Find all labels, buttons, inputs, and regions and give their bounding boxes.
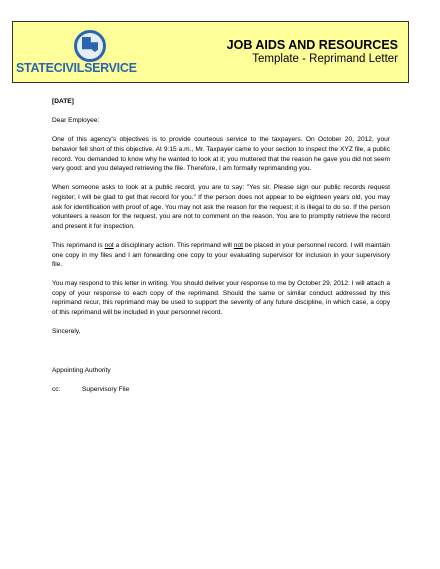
header-subtitle: Template - Reprimand Letter bbox=[252, 53, 398, 65]
letter-body bbox=[52, 97, 390, 394]
letter-date: [DATE] bbox=[52, 98, 74, 105]
cc-value: Supervisory File bbox=[82, 385, 130, 393]
paragraph-3-part-c: be placed in your personnel record. I will maintain one copy in my files and I am forwarding one copy to your evaluating supervisor for inclusion in your supervisory file. bbox=[52, 241, 390, 269]
salutation: Dear Employee: bbox=[52, 117, 100, 125]
logo-text: STATECIVILSERVICE bbox=[16, 61, 137, 75]
header-title: JOB AIDS AND RESOURCES bbox=[226, 38, 398, 52]
document-header bbox=[12, 21, 409, 83]
cc-label: cc: bbox=[52, 385, 61, 393]
state-civil-service-logo bbox=[16, 28, 156, 76]
paragraph-2: When someone asks to look at a public record, you are to say: "Yes sir. Please sign our public records request register; I will be glad to get that record for you." If the person does not appear to be eighteen years old, you may ask for identification with proof of age. You may not ask the reason for the request; it is illegal to do so. If the person volunteers a reason for the request, you are not to comment on the reason. You are to promptly retrieve the record and present it for inspection. bbox=[52, 184, 390, 230]
cc-row bbox=[52, 385, 390, 395]
closing: Sincerely, bbox=[52, 328, 81, 336]
paragraph-3 bbox=[52, 241, 390, 270]
paragraph-1: One of this agency's objectives is to provide courteous service to the taxpayers. On October 20, 2012, your behavior fell short of this objective. At 9:15 a.m., Mr. Taxpayer came to your section to inspect the XYZ file, a public record. You demanded to know why he wanted to look at it; you muttered that the reason he gave you did not seem very good; and you delayed retrieving the file. Therefore, I am formally reprimanding you. bbox=[52, 136, 390, 173]
paragraph-3-part-a: This reprimand is bbox=[52, 241, 105, 249]
signature-line: Appointing Authority bbox=[52, 366, 111, 374]
paragraph-4: You may respond to this letter in writing. You should deliver your response to me by October 29, 2012. I will attach a copy of your response to each copy of the reprimand. Should the same or similar conduct addressed by this reprimand recur, this reprimand may be used to support the severity of any future discipline, in which case, a copy of this reprimand will be included in your personnel record. bbox=[52, 280, 390, 317]
paragraph-3-part-b: a disciplinary action. This reprimand will bbox=[113, 241, 234, 249]
not-emphasis-1: not bbox=[104, 241, 114, 249]
not-emphasis-2: not bbox=[233, 241, 243, 249]
